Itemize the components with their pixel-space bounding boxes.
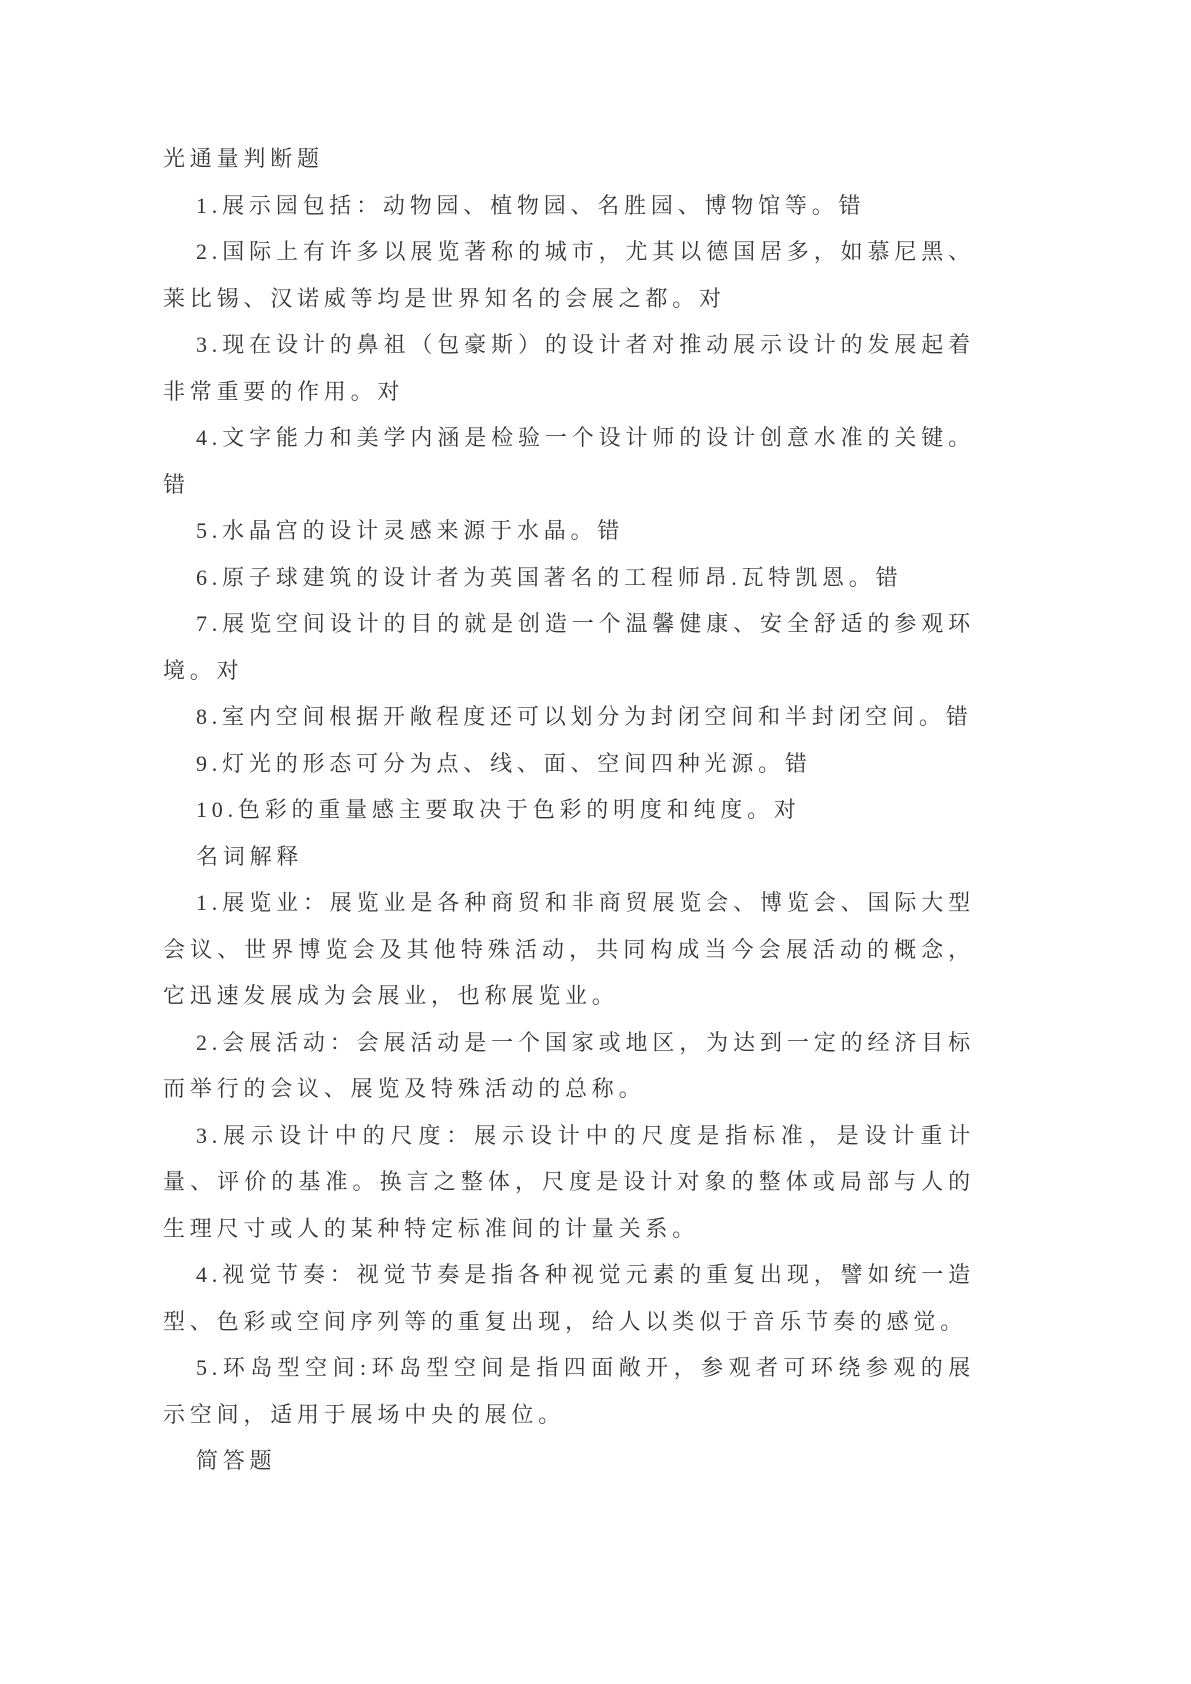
definition-item-2: 2.会展活动：会展活动是一个国家或地区，为达到一定的经济目标而举行的会议、展览及特殊活动的总称。: [163, 1029, 975, 1101]
true-false-item-5: 5.水晶宫的设计灵感来源于水晶。错: [196, 518, 625, 543]
definition-item-3: 3.展示设计中的尺度：展示设计中的尺度是指标准，是设计重计量、评价的基准。换言之整体，尺度是设计对象的整体或局部与人的生理尺寸或人的某种特定标准间的计量关系。: [163, 1122, 975, 1241]
document-body: [163, 136, 975, 1485]
heading-judgment-questions: 光通量判断题: [163, 146, 324, 171]
true-false-item-9: 9.灯光的形态可分为点、线、面、空间四种光源。错: [196, 750, 812, 776]
definition-item-1: 1.展览业：展览业是各种商贸和非商贸展览会、博览会、国际大型会议、世界博览会及其他特殊活动，共同构成当今会展活动的概念，它迅速发展成为会展业，也称展览业。: [163, 890, 975, 1008]
true-false-item-10: 10.色彩的重量感主要取决于色彩的明度和纯度。对: [196, 797, 801, 822]
definition-item-5: 5.环岛型空间:环岛型空间是指四面敞开，参观者可环绕参观的展示空间，适用于展场中央的展位。: [163, 1355, 975, 1427]
definition-item-4: 4.视觉节奏：视觉节奏是指各种视觉元素的重复出现，譬如统一造型、色彩或空间序列等的重复出现，给人以类似于音乐节奏的感觉。: [163, 1262, 975, 1334]
heading-short-answer: 简答题: [196, 1448, 277, 1473]
heading-term-definitions: 名词解释: [196, 843, 304, 869]
true-false-item-2: 2.国际上有许多以展览著称的城市，尤其以德国居多，如慕尼黑、莱比锡、汉诺威等均是世界知名的会展之都。对: [163, 239, 975, 311]
true-false-item-7: 7.展览空间设计的目的就是创造一个温馨健康、安全舒适的参观环境。对: [163, 611, 975, 683]
true-false-item-6: 6.原子球建筑的设计者为英国著名的工程师昂.瓦特凯恩。错: [196, 564, 903, 590]
true-false-item-1: 1.展示园包括：动物园、植物园、名胜园、博物馆等。错: [196, 192, 866, 218]
true-false-item-8: 8.室内空间根据开敞程度还可以划分为封闭空间和半封闭空间。错: [196, 704, 973, 729]
true-false-item-4: 4.文字能力和美学内涵是检验一个设计师的设计创意水准的关键。错: [163, 425, 975, 497]
true-false-item-3: 3.现在设计的鼻祖（包豪斯）的设计者对推动展示设计的发展起着非常重要的作用。对: [163, 332, 975, 404]
